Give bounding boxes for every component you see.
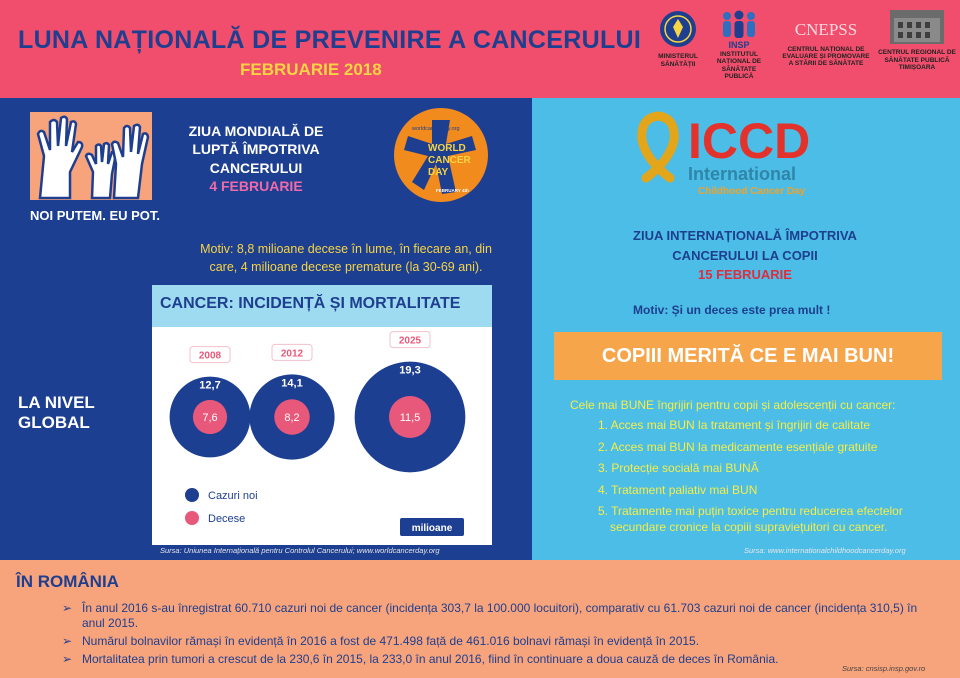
legend-cazuri-noi-label: Cazuri noi <box>208 490 258 502</box>
arrow-bullet-icon: ➢ <box>62 634 73 648</box>
copiii-banner-text: COPIII MERITĂ CE E MAI BUN! <box>601 345 895 367</box>
motiv-text-children: Motiv: Și un deces este prea mult ! <box>633 303 831 317</box>
care-list-item: 1. Acces mai BUN la tratament și îngrijiri de calitate <box>598 418 871 432</box>
iccd-subtitle: Childhood Cancer Day <box>698 186 806 197</box>
source-right: Sursa: www.internationalchildhoodcancerday.org <box>744 546 906 555</box>
page-title: LUNA NAȚIONALĂ DE PREVENIRE A CANCERULUI <box>18 26 642 54</box>
year-label-2012: 2012 <box>280 348 304 360</box>
value-decese-2012: 8,2 <box>284 412 300 424</box>
year-label-2008: 2008 <box>198 350 222 362</box>
hands-icon <box>30 112 152 200</box>
source-bottom: Sursa: cnsisp.insp.gov.ro <box>842 664 926 673</box>
care-list-item: 2. Acces mai BUN la medicamente esențiale gratuite <box>598 439 878 454</box>
year-label-2025: 2025 <box>398 335 422 347</box>
raised-hands-illustration <box>30 112 152 200</box>
arrow-bullet-icon: ➢ <box>62 601 73 615</box>
badge-url: worldcancerday.org <box>412 126 460 132</box>
care-list-item: 5. Tratamente mai puțin toxice pentru reducerea efectelor secundare cronice la copiii supraviețuitori cu cancer. <box>598 504 903 534</box>
chart-legend <box>185 488 258 525</box>
unit-label: milioane <box>411 523 453 534</box>
romania-bullets <box>62 601 942 670</box>
value-cazuri-noi-2008: 12,7 <box>199 379 221 392</box>
slogan-text: NOI PUTEM. EU POT. <box>30 208 161 223</box>
legend-decese-swatch <box>185 511 199 525</box>
page-subtitle: FEBRUARIE 2018 <box>240 60 382 79</box>
ministry-seal-icon <box>659 10 697 48</box>
romania-heading: ÎN ROMÂNIA <box>16 572 119 591</box>
value-decese-2008: 7,6 <box>202 412 218 424</box>
childhood-cancer-day-heading: ZIUA INTERNAȚIONALĂ ÎMPOTRIVA CANCERULUI LA COPII 15 FEBRUARIE <box>633 228 857 282</box>
logo-insp: INSP INSTITUTUL NAȚIONAL DE SĂNĂTATE PUBLICĂ <box>708 10 770 81</box>
people-icon <box>717 10 761 38</box>
care-list <box>598 418 948 542</box>
logo-cnepss: CNEPSS CENTRUL NAȚIONAL DE EVALUARE ȘI PROMOVARE A STĂRII DE SĂNĂTATE <box>782 20 870 68</box>
iccd-international: International <box>688 164 797 184</box>
care-list-item: 3. Protecție socială mai BUNĂ <box>598 461 759 476</box>
incidence-mortality-chart <box>152 327 492 545</box>
logo-ministerul-sanatatii: MINISTERUL SĂNĂTĂȚII <box>652 10 704 68</box>
value-cazuri-noi-2012: 14,1 <box>281 377 303 390</box>
world-cancer-day-badge <box>392 106 490 204</box>
la-nivel-global-label: LA NIVEL GLOBAL <box>18 393 95 433</box>
badge-line-1: WORLD <box>428 143 466 154</box>
motiv-text-global: Motiv: 8,8 milioane decese în lume, în fiecare an, din care, 4 milioane decese premature (la 30-69 ani). <box>200 242 492 275</box>
romania-bullet: ➢ Mortalitatea prin tumori a crescut de la 230,6 în 2015, la 233,0 în anul 2016, fiind în continuare a doua cauză de deces în România. <box>62 652 779 666</box>
childhood-cancer-day-date: 15 FEBRUARIE <box>698 267 792 282</box>
source-left: Sursa: Uniunea Internațională pentru Controlul Cancerului; www.worldcancerday.org <box>160 546 440 555</box>
romania-bullet: ➢ În anul 2016 s-au înregistrat 60.710 cazuri noi de cancer (incidența 303,7 la 100.000 locuitori), comparativ cu 61.703 cazuri noi de cancer (incidența 310,5) în anul 2015. <box>62 601 918 630</box>
romania-bullet: ➢ Numărul bolnavilor rămași în evidență în 2016 a fost de 471.498 față de 461.016 bolnavi rămași în evidență în 2015. <box>62 634 700 648</box>
badge-line-2: CANCER <box>428 155 471 166</box>
value-decese-2025: 11,5 <box>399 412 421 424</box>
building-icon <box>890 10 944 44</box>
chart-title: CANCER: INCIDENȚĂ ȘI MORTALITATE <box>160 295 461 312</box>
badge-date: FEBRUARY 4th <box>436 188 469 193</box>
value-cazuri-noi-2025: 19,3 <box>399 364 421 377</box>
arrow-bullet-icon: ➢ <box>62 652 73 666</box>
care-list-item: 4. Tratament paliativ mai BUN <box>598 482 758 497</box>
legend-decese-label: Decese <box>208 513 246 525</box>
world-cancer-day-heading: ZIUA MONDIALĂ DE LUPTĂ ÎMPOTRIVA CANCERULUI 4 FEBRUARIE <box>188 123 324 195</box>
legend-cazuri-noi-swatch <box>185 488 199 502</box>
iccd-logo <box>628 108 878 208</box>
care-list-intro: Cele mai BUNE îngrijiri pentru copii și adolescenții cu cancer: <box>570 398 896 412</box>
iccd-letters: ICCD <box>688 113 811 169</box>
badge-line-3: DAY <box>428 167 449 178</box>
logo-crsp-timisoara: CENTRUL REGIONAL DE SĂNĂTATE PUBLICĂ TIMIȘOARA <box>878 10 956 72</box>
world-cancer-day-date: 4 FEBRUARIE <box>209 178 303 195</box>
gold-ribbon-icon <box>642 116 674 178</box>
